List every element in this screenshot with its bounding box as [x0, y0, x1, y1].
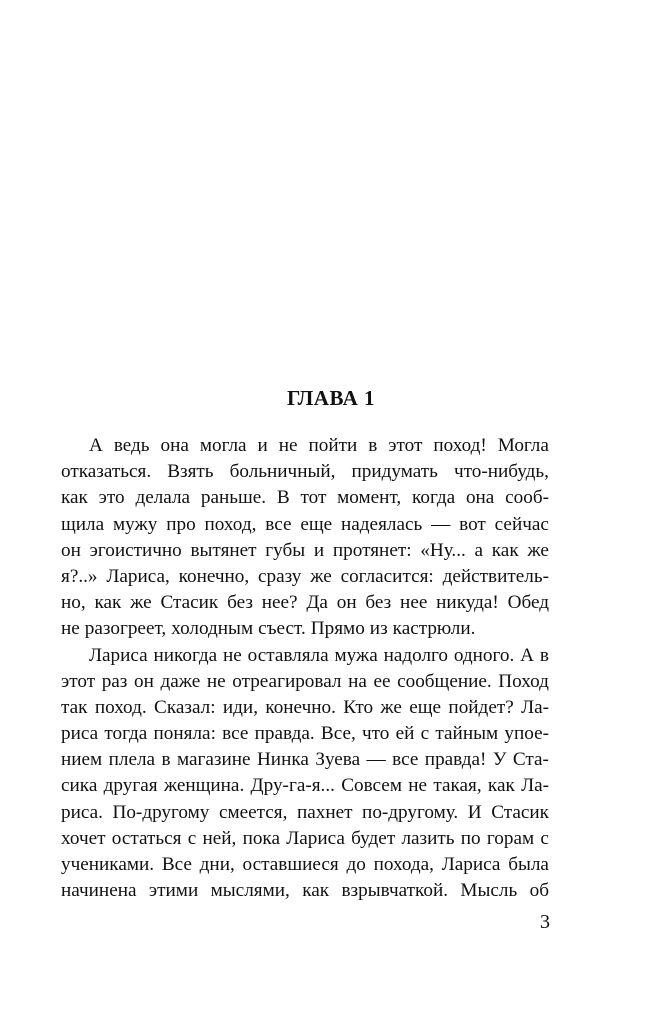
word: Могла [497, 435, 549, 456]
word: надолго [383, 644, 449, 666]
word: не [278, 435, 298, 456]
chapter-title: ГЛАВА 1 [286, 386, 376, 410]
word: момент, [337, 487, 402, 509]
word: Совсем [341, 775, 402, 797]
word: вот [459, 513, 486, 535]
word: оставшиеся [242, 854, 339, 875]
word: раз [101, 670, 128, 692]
text-line [61, 852, 549, 878]
word: Да [306, 592, 328, 614]
word: придумать [351, 461, 438, 483]
text-line [61, 721, 549, 747]
word: пойдет? [448, 696, 514, 718]
text-line [61, 747, 549, 773]
word: губы [265, 539, 306, 561]
word: отказаться. [61, 461, 152, 483]
word: она [160, 435, 189, 456]
word: Мысль [460, 880, 518, 902]
word: никуда! [436, 592, 499, 614]
word: я?..» [61, 565, 98, 587]
word: другая [103, 775, 158, 797]
page-body [61, 433, 549, 904]
word: лазить [401, 827, 455, 849]
word: правда. [254, 723, 315, 745]
word: сооб- [505, 487, 549, 509]
word: Взять [167, 461, 214, 483]
word: в [368, 435, 378, 456]
word: Стасик [491, 801, 549, 823]
word: ведь [113, 435, 150, 456]
text-line [61, 485, 549, 511]
word: поход, [204, 513, 257, 535]
text-line [61, 878, 549, 904]
word: была [508, 854, 549, 875]
word: мужа [334, 644, 378, 666]
word: тогда [104, 723, 148, 745]
word: поход! [433, 435, 487, 456]
word: вытянет [190, 539, 257, 561]
word: что [362, 723, 390, 745]
text-line [61, 564, 549, 590]
word: этот [388, 435, 423, 456]
word: тайным [435, 723, 499, 745]
word: Ла- [521, 775, 549, 797]
word: Лариса [441, 854, 501, 875]
word: об [529, 880, 549, 902]
word: с [187, 827, 197, 849]
word: как [491, 539, 519, 561]
word: но, [61, 592, 86, 614]
word: без [365, 592, 392, 614]
word: он [133, 670, 154, 692]
word: не [206, 670, 226, 692]
word: Стасик [160, 592, 219, 614]
word: кастрюли. [392, 618, 476, 640]
word: У [492, 749, 507, 771]
word: Кто [343, 696, 374, 718]
word: упое- [504, 723, 549, 745]
word: а [474, 539, 484, 561]
word: этими [148, 880, 199, 902]
word: нее [400, 592, 428, 614]
word: Лариса, [106, 565, 170, 587]
word: поход. [94, 696, 147, 718]
word: ней, [202, 827, 237, 849]
word: могла [199, 435, 247, 456]
word: магазине [176, 749, 251, 771]
word: Лариса [89, 644, 148, 666]
text-line [61, 590, 549, 616]
word: действитель- [442, 565, 549, 587]
word: конечно, [178, 565, 250, 587]
word: начинена [61, 880, 137, 902]
word: взрывчаткой. [341, 880, 449, 902]
text-line [61, 538, 549, 564]
word: ей [395, 723, 415, 745]
word: плела [108, 749, 156, 771]
word: остаться [111, 827, 182, 849]
word: риса. [61, 801, 103, 823]
text-line [61, 695, 549, 721]
word: Все [161, 854, 192, 875]
word: с [540, 827, 549, 849]
word: будет [351, 827, 396, 849]
word: же [380, 696, 402, 718]
word: в [161, 749, 171, 771]
word: протянет: [332, 539, 412, 561]
page-number: 3 [540, 911, 550, 933]
text-line [61, 616, 549, 642]
word: — [431, 513, 451, 535]
word: как [487, 775, 515, 797]
word: Зуева [315, 749, 361, 771]
text-line [61, 459, 549, 485]
word: на [348, 670, 367, 692]
word: съест. [258, 618, 306, 640]
text-line [61, 433, 549, 459]
word: согласится: [340, 565, 434, 587]
word: холодным [171, 618, 254, 640]
word: одного. [453, 644, 515, 666]
word: отреагировал [232, 670, 342, 692]
word: «Ну... [420, 539, 466, 561]
word: похода, [373, 854, 434, 875]
word: оставляла [247, 644, 329, 666]
word: еще [300, 513, 333, 535]
word: же [130, 592, 152, 614]
word: дни, [199, 854, 235, 875]
word: Все, [320, 723, 356, 745]
word: щила [61, 513, 105, 535]
word: правда! [424, 749, 487, 771]
word: пахнет [296, 801, 353, 823]
word: горам [486, 827, 535, 849]
word: мыслями, [210, 880, 290, 902]
word: раньше. [200, 487, 267, 509]
word: она [465, 487, 495, 509]
word: Ста- [512, 749, 549, 771]
word: разогреет, [84, 618, 167, 640]
word: конечно. [265, 696, 336, 718]
word: учениками. [61, 854, 155, 875]
word: сразу [258, 565, 302, 587]
word: по-другому. [362, 801, 459, 823]
word: он [61, 539, 81, 561]
word: все [392, 749, 419, 771]
word: В [276, 487, 290, 509]
word: сообщение. [397, 670, 492, 692]
word: никогда [153, 644, 218, 666]
word: надеялась [341, 513, 423, 535]
word: Сказал: [154, 696, 216, 718]
word: Прямо [310, 618, 365, 640]
word: так [61, 696, 88, 718]
word: Лариса [286, 827, 345, 849]
word: не [61, 618, 80, 640]
word: про [166, 513, 196, 535]
word: сика [61, 775, 98, 797]
word: риса [61, 723, 99, 745]
word: и [257, 435, 268, 456]
word: с [420, 723, 430, 745]
word: такая, [433, 775, 482, 797]
word: Дру-га-я... [250, 775, 335, 797]
word: еще [409, 696, 442, 718]
text-line [61, 826, 549, 852]
word: же [527, 539, 549, 561]
word: женщина. [163, 775, 245, 797]
text-line [61, 800, 549, 826]
word: Обед [507, 592, 549, 614]
word: когда [412, 487, 456, 509]
word: сейчас [494, 513, 549, 535]
word: не [223, 644, 242, 666]
word: хочет [61, 827, 106, 849]
word: даже [160, 670, 201, 692]
word: делала [135, 487, 191, 509]
word: нее? [261, 592, 298, 614]
word: смеется, [218, 801, 288, 823]
word: как [94, 592, 122, 614]
word: что-нибудь, [453, 461, 549, 483]
word: больничный, [229, 461, 336, 483]
word: Ла- [521, 696, 549, 718]
word: этот [61, 670, 96, 692]
word: Нинка [256, 749, 309, 771]
word: же [310, 565, 332, 587]
word: А [89, 435, 103, 456]
word: поняла: [153, 723, 216, 745]
word: пойти [308, 435, 358, 456]
word: он [336, 592, 357, 614]
word: — [366, 749, 386, 771]
word: без [227, 592, 253, 614]
word: эгоистично [89, 539, 182, 561]
word: и [313, 539, 325, 561]
word: как [302, 880, 330, 902]
text-line [61, 643, 549, 669]
word: тот [300, 487, 327, 509]
text-line [61, 773, 549, 799]
word: пока [242, 827, 280, 849]
word: это [98, 487, 125, 509]
text-line [61, 669, 549, 695]
word: И [467, 801, 482, 823]
word: мужу [113, 513, 158, 535]
word: По-другому [112, 801, 210, 823]
word: все [265, 513, 292, 535]
word: нием [61, 749, 103, 771]
word: иди, [222, 696, 258, 718]
word: до [346, 854, 366, 875]
word: А [520, 644, 534, 666]
word: как [61, 487, 88, 509]
word: по [460, 827, 481, 849]
word: в [539, 644, 549, 666]
word: ее [373, 670, 391, 692]
word: Поход [498, 670, 549, 692]
word: из [369, 618, 388, 640]
text-line [61, 512, 549, 538]
word: все [222, 723, 249, 745]
word: не [408, 775, 428, 797]
